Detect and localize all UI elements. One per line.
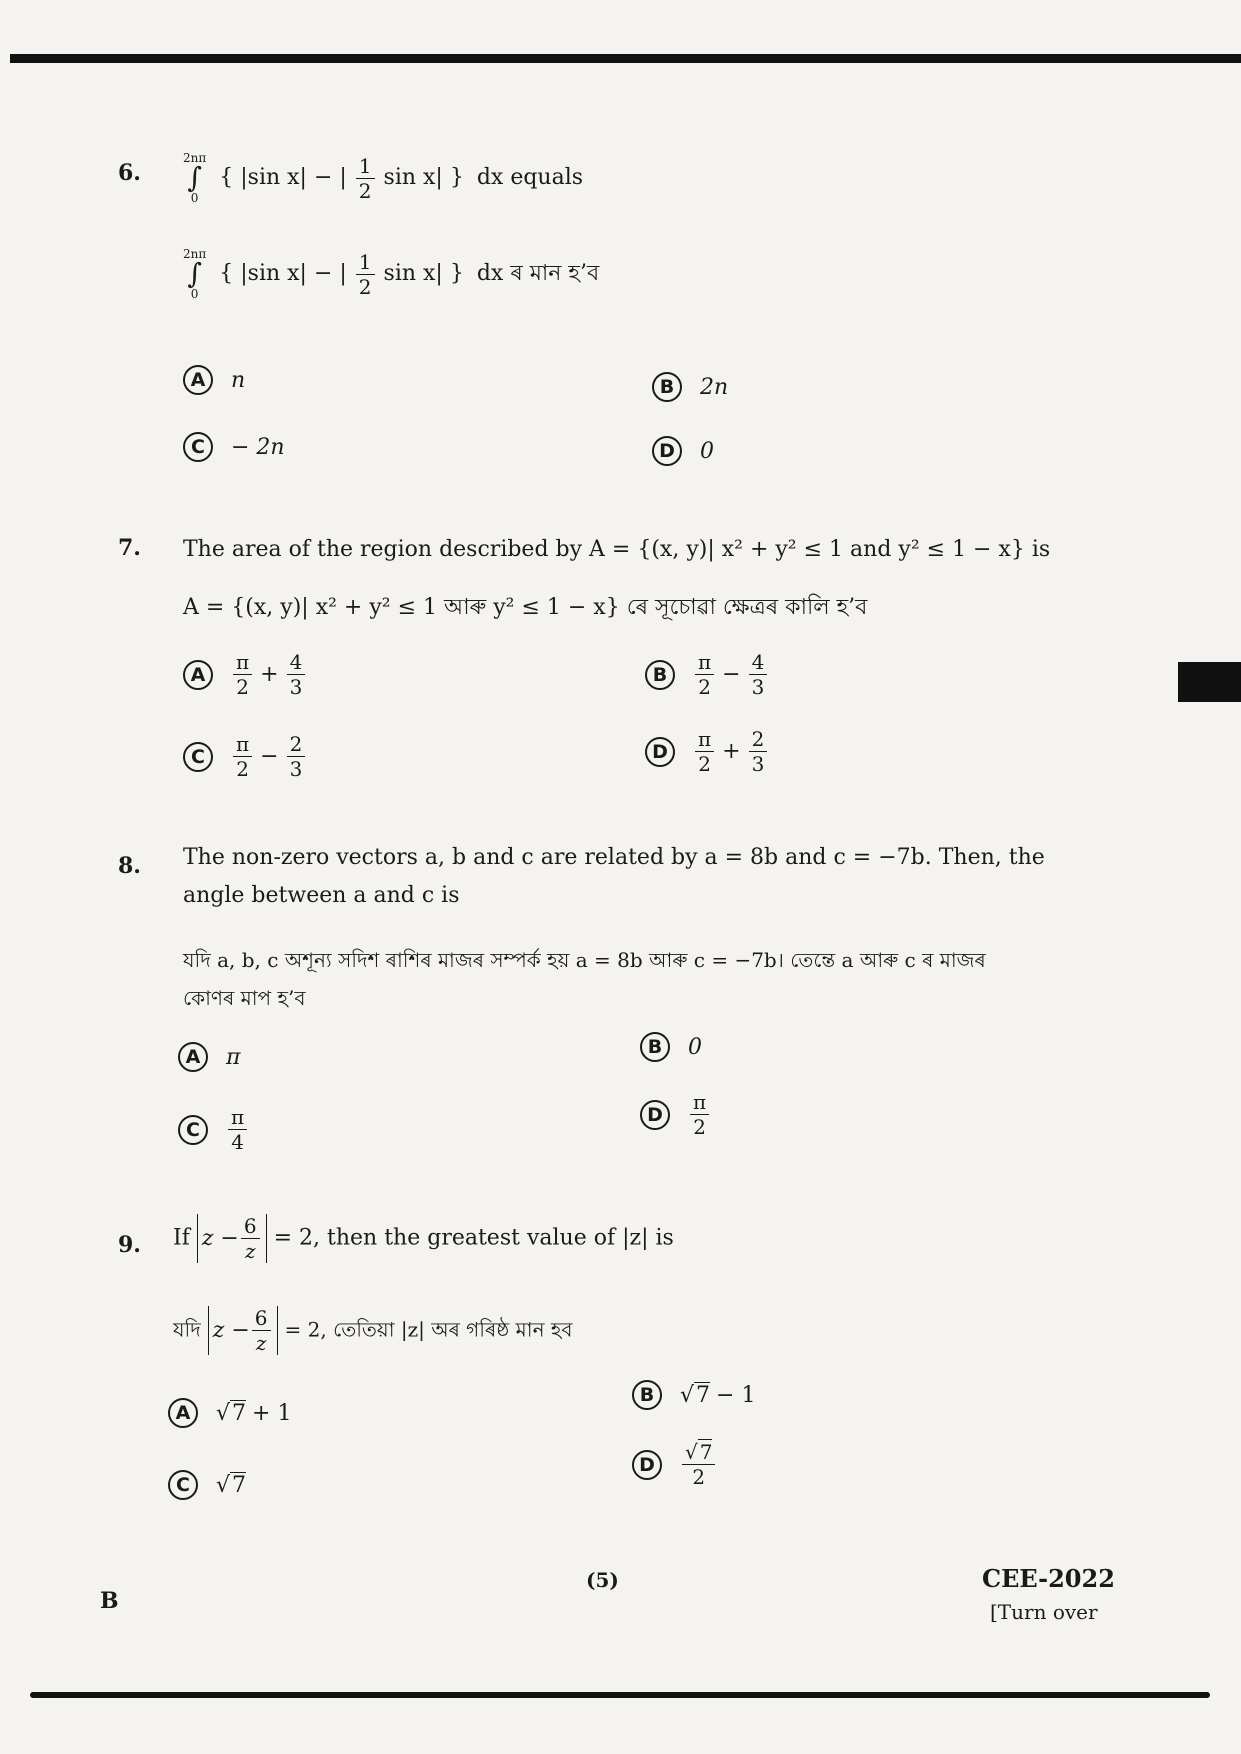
option-6B[interactable]: B 2n — [652, 372, 728, 402]
top-border — [10, 54, 1241, 63]
option-6D[interactable]: D 0 — [652, 436, 714, 466]
option-8A[interactable]: A π — [178, 1042, 240, 1072]
option-8B[interactable]: B 0 — [640, 1032, 702, 1062]
question-number: 7. — [118, 535, 141, 561]
option-9A[interactable]: A √ 7 + 1 — [168, 1398, 297, 1428]
option-8D[interactable]: D $\frac{\pi}{2}$ — [640, 1090, 711, 1139]
option-9C[interactable]: C √ 7 — [168, 1470, 246, 1500]
question-6-assamese: 2nπ ∫ 0 { |sin x| − | $\frac{1}{2}$ sin x| } dx ৰ মান হ’ব — [183, 247, 600, 301]
question-number: 8. — [118, 853, 141, 879]
question-7-assamese: A = {(x, y)| x² + y² ≤ 1 আৰু y² ≤ 1 − x} ৰে সূচোৱা ক্ষেত্ৰৰ কালি হ’ব — [183, 595, 868, 620]
option-9D[interactable]: D $\frac{√ 7}{2}$ — [632, 1440, 717, 1489]
option-7D[interactable]: D $\frac{\pi}{2}$ + $\frac{2}{3}$ — [645, 727, 769, 776]
side-marker — [1178, 662, 1241, 702]
option-9B[interactable]: B √ 7 − 1 — [632, 1380, 761, 1410]
bottom-border — [30, 1692, 1210, 1698]
question-9-assamese: যদি z − $\frac{6}{z}$ = 2, তেতিয়া |z| অৰ গৰিষ্ঠ মান হব — [173, 1306, 573, 1355]
turn-over-note: [Turn over — [990, 1600, 1098, 1624]
page-number: (5) — [586, 1568, 619, 1592]
question-9-english: If z − $\frac{6}{z}$ = 2, then the greatest value of |z| is — [173, 1214, 674, 1263]
integral-sign: 2nπ ∫ 0 — [183, 247, 207, 301]
question-number: 9. — [118, 1232, 141, 1258]
option-6A[interactable]: A n — [183, 365, 245, 395]
question-8-assamese-1: যদি a, b, c অশূন্য সদিশ ৰাশিৰ মাজৰ সম্পৰ্ক হয় a = 8b আৰু c = −7b। তেন্তে a আৰু c ৰ মাজৰ — [183, 948, 986, 972]
question-number: 6. — [118, 160, 141, 186]
fraction-half: $\frac{1}{2}$ — [356, 250, 375, 299]
question-6-english: 2nπ ∫ 0 { |sin x| − | $\frac{1}{2}$ sin x| } dx equals — [183, 151, 584, 205]
integral-sign: 2nπ ∫ 0 — [183, 151, 207, 205]
fraction-half: $\frac{1}{2}$ — [356, 154, 375, 203]
question-7-english: The area of the region described by A = {(x, y)| x² + y² ≤ 1 and y² ≤ 1 − x} is — [183, 537, 1051, 562]
option-7B[interactable]: B $\frac{\pi}{2}$ − $\frac{4}{3}$ — [645, 650, 769, 699]
option-7C[interactable]: C $\frac{\pi}{2}$ − $\frac{2}{3}$ — [183, 732, 307, 781]
option-8C[interactable]: C $\frac{\pi}{4}$ — [178, 1105, 249, 1154]
exam-code: CEE-2022 — [982, 1564, 1115, 1593]
option-6C[interactable]: C − 2n — [183, 432, 285, 462]
question-8-english-2: angle between a and c is — [183, 883, 460, 908]
question-8-assamese-2: কোণৰ মাপ হ’ব — [183, 986, 306, 1010]
question-8-english-1: The non-zero vectors a, b and c are related by a = 8b and c = −7b. Then, the — [183, 845, 1045, 870]
option-7A[interactable]: A $\frac{\pi}{2}$ + $\frac{4}{3}$ — [183, 650, 307, 699]
series-code: B — [100, 1588, 119, 1614]
